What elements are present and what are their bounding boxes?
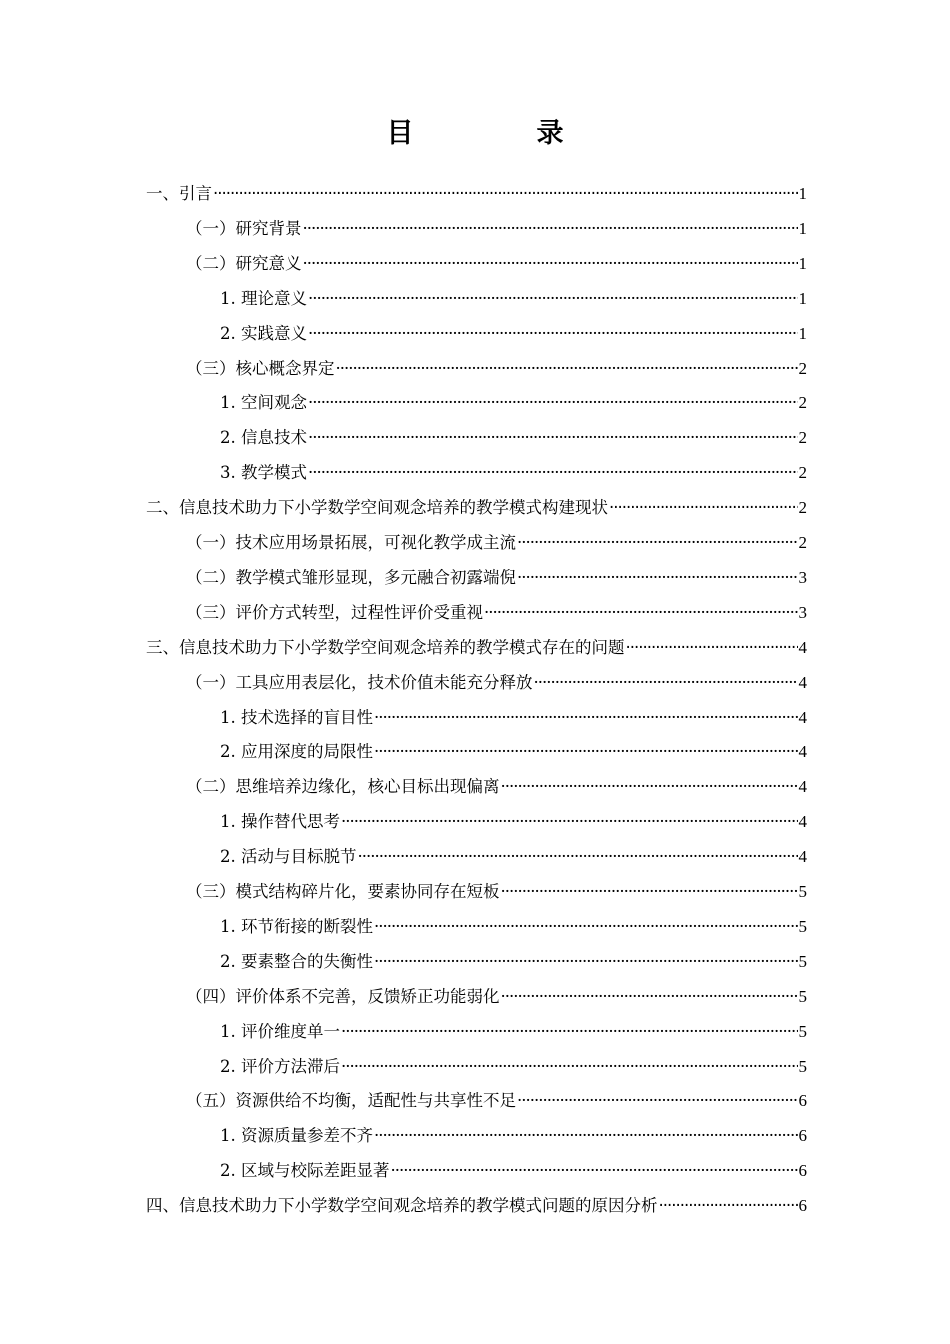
toc-dot-leader <box>308 420 798 455</box>
toc-dot-leader <box>501 769 798 804</box>
toc-entry[interactable] <box>186 560 807 595</box>
toc-entry[interactable] <box>220 909 807 944</box>
toc-dot-leader <box>341 1014 798 1049</box>
toc-dot-leader <box>336 351 798 386</box>
toc-entry[interactable] <box>220 944 807 979</box>
toc-page-number: 3 <box>798 602 807 622</box>
toc-dot-leader <box>303 246 798 281</box>
toc-dot-leader <box>341 1049 798 1084</box>
toc-entry[interactable] <box>186 665 807 700</box>
toc-page-number: 5 <box>798 951 807 971</box>
toc-dot-leader <box>374 734 798 769</box>
toc-entry[interactable] <box>220 1049 807 1084</box>
toc-entry[interactable] <box>186 595 807 630</box>
toc-page-number: 4 <box>798 847 807 867</box>
toc-page-number: 4 <box>798 672 807 692</box>
toc-dot-leader <box>534 665 798 700</box>
toc-page-number: 1 <box>798 323 807 343</box>
toc-entry-label: （一）技术应用场景拓展，可视化教学成主流 <box>186 533 516 552</box>
toc-dot-leader <box>609 490 798 525</box>
toc-entry-label: 1. 技术选择的盲目性 <box>220 707 373 727</box>
toc-entry-label: 2. 评价方法滞后 <box>220 1056 340 1076</box>
toc-dot-leader <box>374 944 798 979</box>
toc-entry[interactable] <box>220 281 807 316</box>
toc-entry-label: 2. 区域与校际差距显著 <box>220 1161 390 1181</box>
toc-page-number: 2 <box>798 358 807 378</box>
toc-entry-label: 一、引言 <box>146 184 212 203</box>
toc-entry-label: 1. 空间观念 <box>220 393 307 413</box>
toc-page-number: 4 <box>798 777 807 797</box>
toc-page-number: 4 <box>798 707 807 727</box>
toc-entry-label: 3. 教学模式 <box>220 463 307 483</box>
toc-dot-leader <box>374 1118 798 1153</box>
toc-entry-label: 四、信息技术助力下小学数学空间观念培养的教学模式问题的原因分析 <box>146 1196 658 1216</box>
toc-dot-leader <box>341 804 798 839</box>
toc-entry[interactable] <box>186 211 807 246</box>
toc-dot-leader <box>517 1083 798 1118</box>
toc-entry-label: （二）教学模式雏形显现，多元融合初露端倪 <box>186 567 516 587</box>
toc-page-number: 1 <box>798 184 807 203</box>
toc-entry-label: （一）研究背景 <box>186 218 302 238</box>
toc-page-number: 2 <box>798 533 807 552</box>
toc-dot-leader <box>517 525 798 560</box>
toc-dot-leader <box>626 630 798 665</box>
toc-page-number: 5 <box>798 986 807 1006</box>
toc-entry[interactable] <box>186 525 807 560</box>
toc-page-number: 1 <box>798 253 807 273</box>
toc-entry-label: 1. 资源质量参差不齐 <box>220 1126 373 1146</box>
toc-entry-label: 1. 环节衔接的断裂性 <box>220 916 373 936</box>
toc-entry-label: （二）研究意义 <box>186 253 302 273</box>
toc-page-number: 2 <box>798 428 807 448</box>
toc-entry[interactable] <box>186 979 807 1014</box>
toc-page-number: 2 <box>798 463 807 483</box>
toc-dot-leader <box>391 1153 798 1188</box>
toc-page-number: 5 <box>798 916 807 936</box>
toc-entry[interactable] <box>186 351 807 386</box>
toc-entry-label: 2. 活动与目标脱节 <box>220 847 357 867</box>
toc-entry[interactable] <box>220 316 807 351</box>
toc-page-number: 5 <box>798 882 807 901</box>
toc-page-number: 2 <box>798 498 807 518</box>
toc-entry-label: 2. 要素整合的失衡性 <box>220 951 373 971</box>
toc-dot-leader <box>501 874 798 909</box>
toc-entry-label: （三）模式结构碎片化，要素协同存在短板 <box>186 882 500 901</box>
toc-page-number: 5 <box>798 1021 807 1041</box>
toc-page-number: 2 <box>798 393 807 413</box>
toc-dot-leader <box>308 385 798 420</box>
toc-dot-leader <box>308 316 798 351</box>
toc-page-number: 6 <box>798 1126 807 1146</box>
toc-dot-leader <box>374 909 798 944</box>
toc-page-number: 1 <box>798 288 807 308</box>
toc-entry-label: 1. 评价维度单一 <box>220 1021 340 1041</box>
toc-dot-leader <box>358 839 798 874</box>
toc-entry-label: 2. 应用深度的局限性 <box>220 742 373 762</box>
toc-page-number: 6 <box>798 1091 807 1111</box>
toc-entry-label: 1. 操作替代思考 <box>220 812 340 832</box>
toc-entry[interactable] <box>220 455 807 490</box>
toc-page-number: 6 <box>798 1196 807 1216</box>
toc-entry[interactable] <box>186 1083 807 1118</box>
toc-page-number: 5 <box>798 1056 807 1076</box>
toc-dot-leader <box>659 1188 798 1223</box>
toc-page-number: 4 <box>798 742 807 762</box>
toc-entry-label: （二）思维培养边缘化，核心目标出现偏离 <box>186 777 500 797</box>
toc-entry[interactable] <box>220 1153 807 1188</box>
toc-dot-leader <box>308 455 798 490</box>
toc-page-number: 6 <box>798 1161 807 1181</box>
toc-page-number: 1 <box>798 218 807 238</box>
toc-dot-leader <box>374 700 798 735</box>
page-title: 目 录 <box>386 118 612 149</box>
toc-page-number: 3 <box>798 567 807 587</box>
toc-entry[interactable] <box>220 420 807 455</box>
toc-entry[interactable] <box>220 1118 807 1153</box>
toc-entry[interactable] <box>220 804 807 839</box>
toc-entry[interactable] <box>186 874 807 909</box>
toc-entry[interactable] <box>146 1188 807 1223</box>
toc-dot-leader <box>484 595 798 630</box>
toc-page-number: 4 <box>798 637 807 657</box>
toc-entry-label: 三、信息技术助力下小学数学空间观念培养的教学模式存在的问题 <box>146 637 625 657</box>
toc-entry-label: 二、信息技术助力下小学数学空间观念培养的教学模式构建现状 <box>146 498 608 518</box>
toc-dot-leader <box>517 560 798 595</box>
toc-entry[interactable] <box>146 490 807 525</box>
toc-entry[interactable] <box>220 839 807 874</box>
toc-page-number: 4 <box>798 812 807 832</box>
toc-dot-leader <box>303 211 798 246</box>
toc-entry[interactable] <box>220 700 807 735</box>
toc-entry[interactable] <box>146 630 807 665</box>
toc-dot-leader <box>501 979 798 1014</box>
toc-entry-label: （三）核心概念界定 <box>186 358 335 378</box>
toc-dot-leader <box>213 176 798 211</box>
toc-dot-leader <box>308 281 798 316</box>
toc-entry-label: 2. 实践意义 <box>220 323 307 343</box>
toc-entry[interactable] <box>220 1014 807 1049</box>
toc-entry-label: 2. 信息技术 <box>220 428 307 448</box>
toc-entry-label: 1. 理论意义 <box>220 288 307 308</box>
toc-entry-label: （三）评价方式转型，过程性评价受重视 <box>186 602 483 622</box>
toc-entry[interactable] <box>186 769 807 804</box>
toc-entry[interactable] <box>146 176 807 211</box>
toc-entry-label: （一）工具应用表层化，技术价值未能充分释放 <box>186 672 533 692</box>
toc-entry-label: （四）评价体系不完善，反馈矫正功能弱化 <box>186 986 500 1006</box>
toc-entry[interactable] <box>186 246 807 281</box>
toc-entry[interactable] <box>220 734 807 769</box>
toc-entry[interactable] <box>220 385 807 420</box>
toc-entry-label: （五）资源供给不均衡，适配性与共享性不足 <box>186 1091 516 1111</box>
